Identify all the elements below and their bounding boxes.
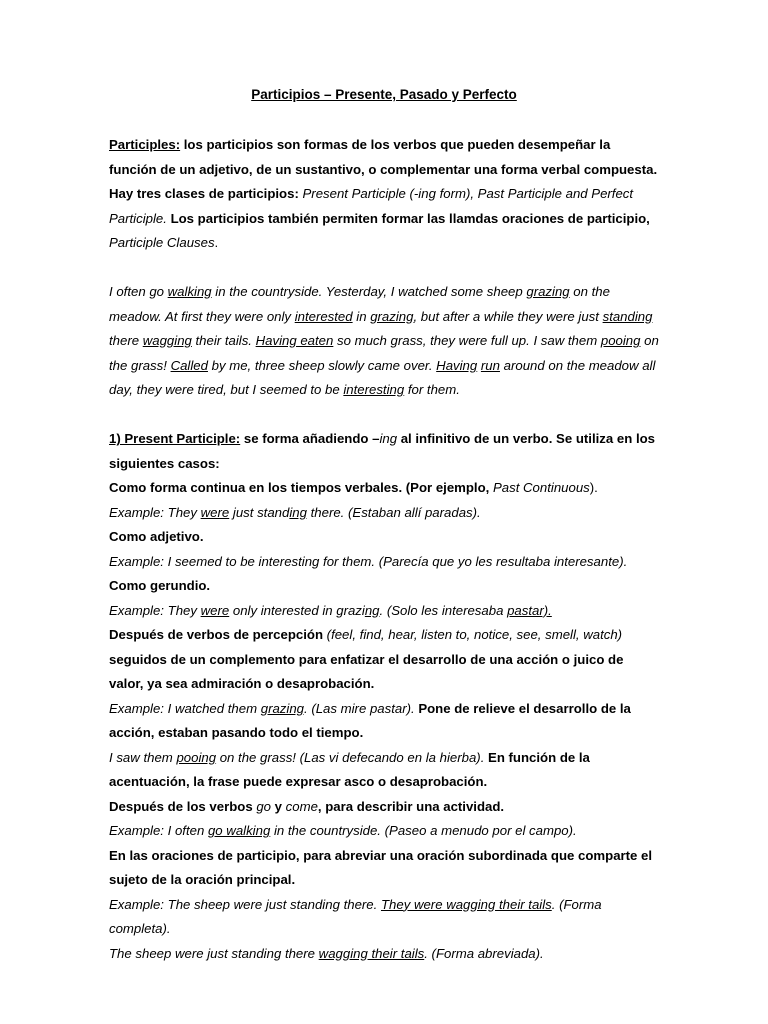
example-text: . (Forma abreviada). [424, 945, 544, 961]
section-heading [109, 427, 661, 476]
example-gerund [109, 599, 661, 624]
example-text: Example: They [109, 602, 201, 618]
example-clauses-full [109, 893, 661, 942]
case-text: Como forma continua en los tiempos verbales. (Por ejemplo, [109, 480, 493, 495]
example-text: just stand [229, 504, 290, 520]
story-highlight: wagging [142, 333, 192, 348]
intro-paragraph [109, 133, 661, 256]
example-go-come [109, 819, 661, 844]
example-highlight: grazing [260, 700, 304, 716]
intro-participle-types: Present Participle (-ing form), Past Participle and Perfect Participle. [109, 186, 634, 226]
example-highlight: pooing [176, 749, 217, 765]
example-highlight: wagging their tails [318, 945, 425, 961]
heading-text-2: al infinitivo de un verbo. Se utiliza en los siguientes casos: [109, 431, 655, 471]
document-body [109, 133, 661, 966]
example-note: En función de la acentuación, la frase puede expresar asco o desaprobación. [109, 749, 590, 789]
example-highlight: go walking [207, 823, 271, 838]
example-text: there. (Estaban allí paradas). [306, 504, 481, 520]
story-highlight: Having eaten [255, 333, 334, 348]
story-highlight: Called [170, 357, 208, 373]
example-note: Pone de relieve el desarrollo de la acción, estaban pasando todo el tiempo. [109, 700, 631, 740]
example-continuous [109, 501, 661, 526]
use-case-perception [109, 623, 661, 697]
case-term: go [256, 798, 271, 814]
heading-text: se forma añadiendo – [240, 431, 380, 446]
case-text: y [271, 798, 286, 814]
example-text: The sheep were just standing there [109, 945, 319, 961]
use-case-gerund: Como gerundio. [109, 578, 211, 593]
use-case-continuous [109, 476, 661, 501]
case-text: , para describir una actividad. [317, 798, 505, 814]
story-highlight: interesting [343, 382, 405, 397]
case-text: seguidos de un complemento para enfatizar el desarrollo de una acción o juico de valor, ya sea admiración o desaprobación. [109, 651, 624, 691]
use-case-clauses: En las oraciones de participio, para abreviar una oración subordinada que comparte el sujeto de la oración principal. [109, 847, 653, 887]
intro-participle-clauses: Participle Clauses [109, 235, 215, 250]
intro-text: los participios son formas de los verbos que pueden desempeñar la función de un adjetivo, de un sustantivo, o complementar una forma verbal compuesta. Hay tres clases de participios: [109, 137, 658, 201]
example-text: only interested in grazi [229, 602, 365, 618]
intro-end: . [214, 235, 219, 250]
case-end: ). [589, 480, 598, 495]
example-text: . (Las mire pastar). [304, 700, 415, 716]
story-text: so much grass, they were full up. I saw them [333, 333, 601, 348]
story-highlight: pooing [600, 333, 641, 348]
example-text: Example: I watched them [109, 700, 261, 716]
example-highlight: ng [364, 602, 380, 618]
story-text: , but after a while they were just [413, 308, 603, 324]
story-text: around on the meadow all day, they were tired, but I seemed to be [109, 357, 656, 397]
example-text: . (Forma completa). [109, 896, 602, 936]
story-text: their tails. [191, 333, 256, 348]
story-highlight: run [480, 357, 500, 373]
example-text: in the countryside. (Paseo a menudo por el campo). [270, 823, 577, 838]
story-highlight: grazing [526, 284, 570, 299]
example-text: I saw them [109, 749, 177, 765]
story-highlight: Having [436, 357, 478, 373]
example-highlight: were [200, 602, 230, 618]
example-highlight: pastar). [507, 602, 552, 618]
present-participle-heading: 1) Present Participle: [109, 431, 241, 446]
case-term: come [285, 798, 318, 814]
story-text: by me, three sheep slowly came over. [207, 357, 437, 373]
spacer [109, 403, 661, 428]
page-title: Participios – Presente, Pasado y Perfecto [251, 87, 517, 102]
example-text: Example: The sheep were just standing there. [109, 896, 381, 912]
story-highlight: grazing [370, 308, 414, 324]
example-highlight: ing [289, 504, 307, 520]
example-perception-1 [109, 697, 661, 746]
case-text: Después de verbos de percepción [109, 627, 327, 642]
example-text: on the grass! (Las vi defecando en la hierba). [216, 749, 485, 765]
story-text: on the meadow. At first they were only [109, 284, 610, 324]
story-highlight: walking [167, 284, 212, 299]
example-highlight: They were wagging their tails [380, 896, 552, 912]
story-text: on the grass! [109, 333, 659, 373]
case-term: Past Continuous [492, 480, 590, 495]
story-text: I often go [109, 284, 168, 299]
story-paragraph [109, 280, 661, 403]
intro-text-2: Los participios también permiten formar las llamdas oraciones de participio, [166, 210, 650, 226]
example-text: Example: They [109, 504, 201, 520]
story-text: for them. [404, 382, 460, 397]
case-text: Después de los verbos [109, 798, 257, 814]
example-text: . (Solo les interesaba [379, 602, 508, 618]
example-highlight: were [200, 504, 230, 520]
story-text: in [352, 308, 371, 324]
use-case-adjective: Como adjetivo. [109, 529, 204, 544]
story-highlight: interested [294, 308, 353, 324]
example-clauses-short [109, 942, 661, 967]
heading-ing: ing [379, 431, 398, 446]
story-text: in the countryside. Yesterday, I watched some sheep [211, 284, 527, 299]
case-verbs: (feel, find, hear, listen to, notice, see, smell, watch) [326, 627, 623, 642]
use-case-go-come [109, 795, 661, 820]
example-adjective: Example: I seemed to be interesting for them. (Parecía que yo les resultaba interesante). [109, 553, 628, 569]
example-perception-2 [109, 746, 661, 795]
spacer [109, 256, 661, 281]
participles-label: Participles: [109, 137, 181, 152]
example-text: Example: I often [109, 823, 208, 838]
story-highlight: standing [602, 308, 653, 324]
story-text: there [109, 333, 143, 348]
